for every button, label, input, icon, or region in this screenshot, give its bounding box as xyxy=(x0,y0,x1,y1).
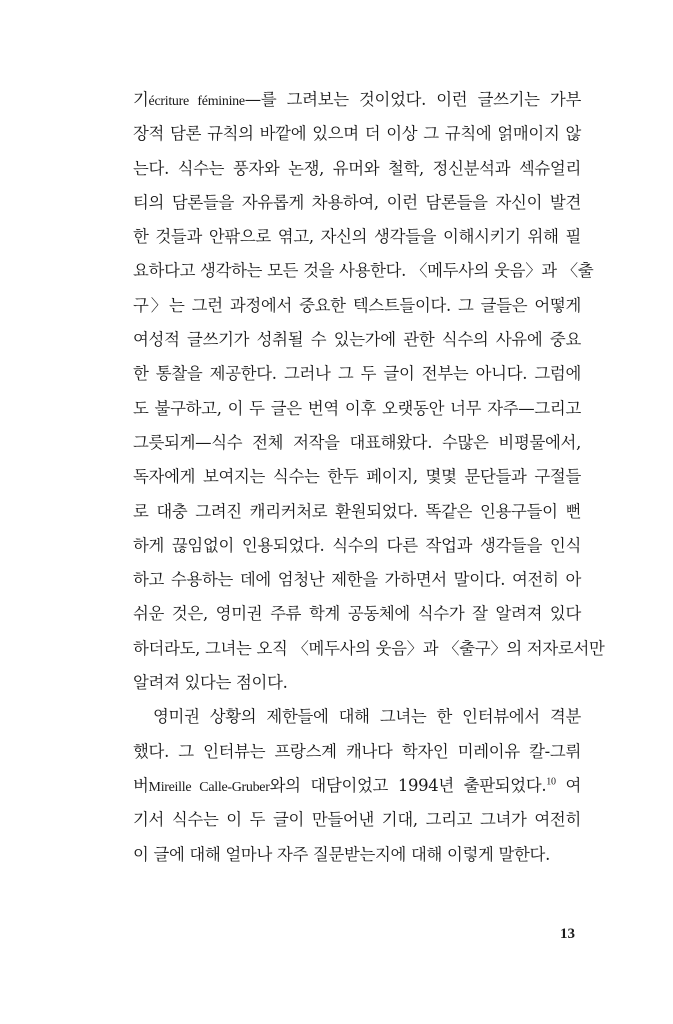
text-line xyxy=(133,392,581,426)
text-run: 독자에게 보여지는 식수는 한두 페이지, 몇몇 문단들과 구절들 xyxy=(133,467,581,487)
page-number: 13 xyxy=(560,926,575,942)
text-line xyxy=(133,838,581,872)
text-line xyxy=(133,117,581,151)
text-run: 여성적 글쓰기가 성취될 수 있는가에 관한 식수의 사유에 중요 xyxy=(133,330,581,350)
text-line xyxy=(133,495,581,529)
text-run: 알려져 있다는 점이다. xyxy=(133,673,288,693)
text-line xyxy=(133,83,581,117)
text-run: 그릇되게—식수 전체 저작을 대표해왔다. 수많은 비평물에서, xyxy=(133,432,581,452)
foreign-term: écriture féminine xyxy=(148,94,245,109)
text-run: 한 통찰을 제공한다. 그러나 그 두 글이 전부는 아니다. 그럼에 xyxy=(133,364,581,384)
text-run: 한 것들과 안팎으로 엮고, 자신의 생각들을 이해시키기 위해 필 xyxy=(133,227,581,247)
foreign-term: Mireille Calle-Gruber xyxy=(148,779,270,795)
text-run: 버 xyxy=(133,775,149,795)
text-line xyxy=(133,563,581,597)
text-run: 도 불구하고, 이 두 글은 번역 이후 오랫동안 너무 자주—그리고 xyxy=(133,398,581,418)
text-line xyxy=(133,426,581,460)
text-line xyxy=(133,597,581,631)
text-run: 영미권 상황의 제한들에 대해 그녀는 한 인터뷰에서 격분 xyxy=(153,707,581,727)
text-run: 기 xyxy=(133,90,149,109)
text-line xyxy=(133,666,581,700)
text-run: 했다. 그 인터뷰는 프랑스계 캐나다 학자인 미레이유 칼-그뤼 xyxy=(133,741,581,761)
text-line xyxy=(133,186,581,220)
text-line xyxy=(133,803,581,837)
text-run: 기서 식수는 이 두 글이 만들어낸 기대, 그리고 그녀가 여전히 xyxy=(133,810,581,830)
text-line xyxy=(133,460,581,494)
text-line xyxy=(133,254,594,288)
text-run: 장적 담론 규칙의 바깥에 있으며 더 이상 그 규칙에 얽매이지 않 xyxy=(133,124,581,144)
text-run: 는다. 식수는 풍자와 논쟁, 유머와 철학, 정신분석과 섹슈얼리 xyxy=(133,158,581,178)
text-line xyxy=(133,700,581,734)
text-run: 하고 수용하는 데에 엄청난 제한을 가하면서 말이다. 여전히 아 xyxy=(133,570,581,590)
text-run: 티의 담론들을 자유롭게 차용하여, 이런 담론들을 자신이 발견 xyxy=(133,192,581,212)
text-line xyxy=(133,289,581,323)
text-line xyxy=(133,735,581,769)
text-line xyxy=(133,323,581,357)
text-line xyxy=(133,357,581,391)
text-run: —를 그려보는 것이었다. 이런 글쓰기는 가부 xyxy=(244,90,582,109)
footnote-marker: 10 xyxy=(546,776,556,788)
text-run: 이 글에 대해 얼마나 자주 질문받는지에 대해 이렇게 말한다. xyxy=(133,844,550,864)
text-run: 하게 끊임없이 인용되었다. 식수의 다른 작업과 생각들을 인식 xyxy=(133,535,581,555)
text-run: 와의 대담이었고 1994년 출판되었다. xyxy=(269,775,547,795)
text-run: 로 대충 그려진 캐리커처로 환원되었다. 똑같은 인용구들이 뻔 xyxy=(133,501,581,521)
text-line xyxy=(133,769,581,803)
text-line xyxy=(133,529,581,563)
text-line xyxy=(133,632,605,666)
text-line xyxy=(133,152,581,186)
text-run: 구〉는 그런 과정에서 중요한 텍스트들이다. 그 글들은 어떻게 xyxy=(133,295,581,315)
text-run: 하더라도, 그녀는 오직 〈메두사의 웃음〉과 〈출구〉의 저자로서만 xyxy=(133,638,605,658)
body-text xyxy=(133,83,605,872)
text-run: 여 xyxy=(555,775,581,795)
text-run: 요하다고 생각하는 모든 것을 사용한다. 〈메두사의 웃음〉과 〈출 xyxy=(133,261,594,281)
text-line xyxy=(133,220,581,254)
text-run: 쉬운 것은, 영미권 주류 학계 공동체에 식수가 잘 알려져 있다 xyxy=(133,604,581,624)
